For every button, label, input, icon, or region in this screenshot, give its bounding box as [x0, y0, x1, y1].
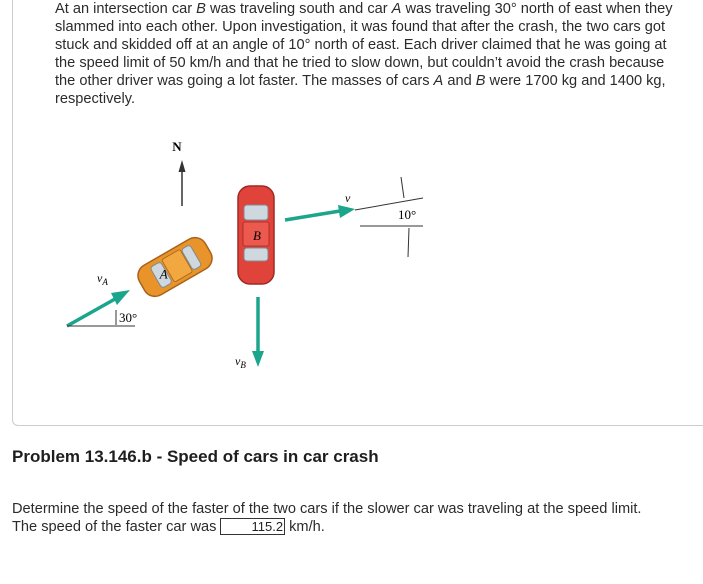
car-a [134, 233, 217, 300]
v-arrowhead [338, 205, 355, 218]
v-arrow [285, 211, 340, 220]
va-label: $v_A$ [97, 271, 108, 287]
problem-statement-text: At an intersection car B was traveling south and car A was traveling 30° north of east when they slammed into each other. Upon investigation, it was found that after the crash, the two cars got stuck and skidded off at an angle of 10° north of east. Each driver claimed that he was going at the speed limit of 50 km/h and that he tried to slow down, but couldn’t avoid the crash because the other driver was going a lot faster. The masses of cars A and B were 1700 kg and 1400 kg, respectively. [55, 1, 673, 107]
question-prompt: Determine the speed of the faster of the two cars if the slower car was traveling at the speed limit. [12, 501, 642, 517]
crash-diagram [55, 130, 435, 375]
vb-label: $v_B$ [235, 354, 246, 370]
angle-v-tick-top [401, 177, 404, 198]
angle-v-tick-bottom [408, 228, 409, 257]
angle-a-label: 30° [119, 310, 138, 325]
answer-prefix: The speed of the faster car was [12, 519, 217, 535]
angle-v-label: 10° [398, 207, 417, 222]
va-arrowhead [111, 290, 130, 305]
problem-title: Problem 13.146.b - Speed of cars in car crash [12, 447, 379, 466]
vb-arrowhead [252, 351, 264, 367]
question-text [12, 500, 702, 536]
va-arrow [67, 299, 115, 326]
answer-input[interactable]: 115.2 [220, 518, 285, 535]
north-label: N [172, 139, 182, 154]
answer-unit: km/h. [289, 519, 325, 535]
car-b-label: B [253, 228, 261, 243]
north-arrowhead [179, 160, 186, 172]
car-b [238, 186, 274, 284]
v-label: v [345, 191, 351, 205]
car-a-label: A [159, 266, 168, 282]
